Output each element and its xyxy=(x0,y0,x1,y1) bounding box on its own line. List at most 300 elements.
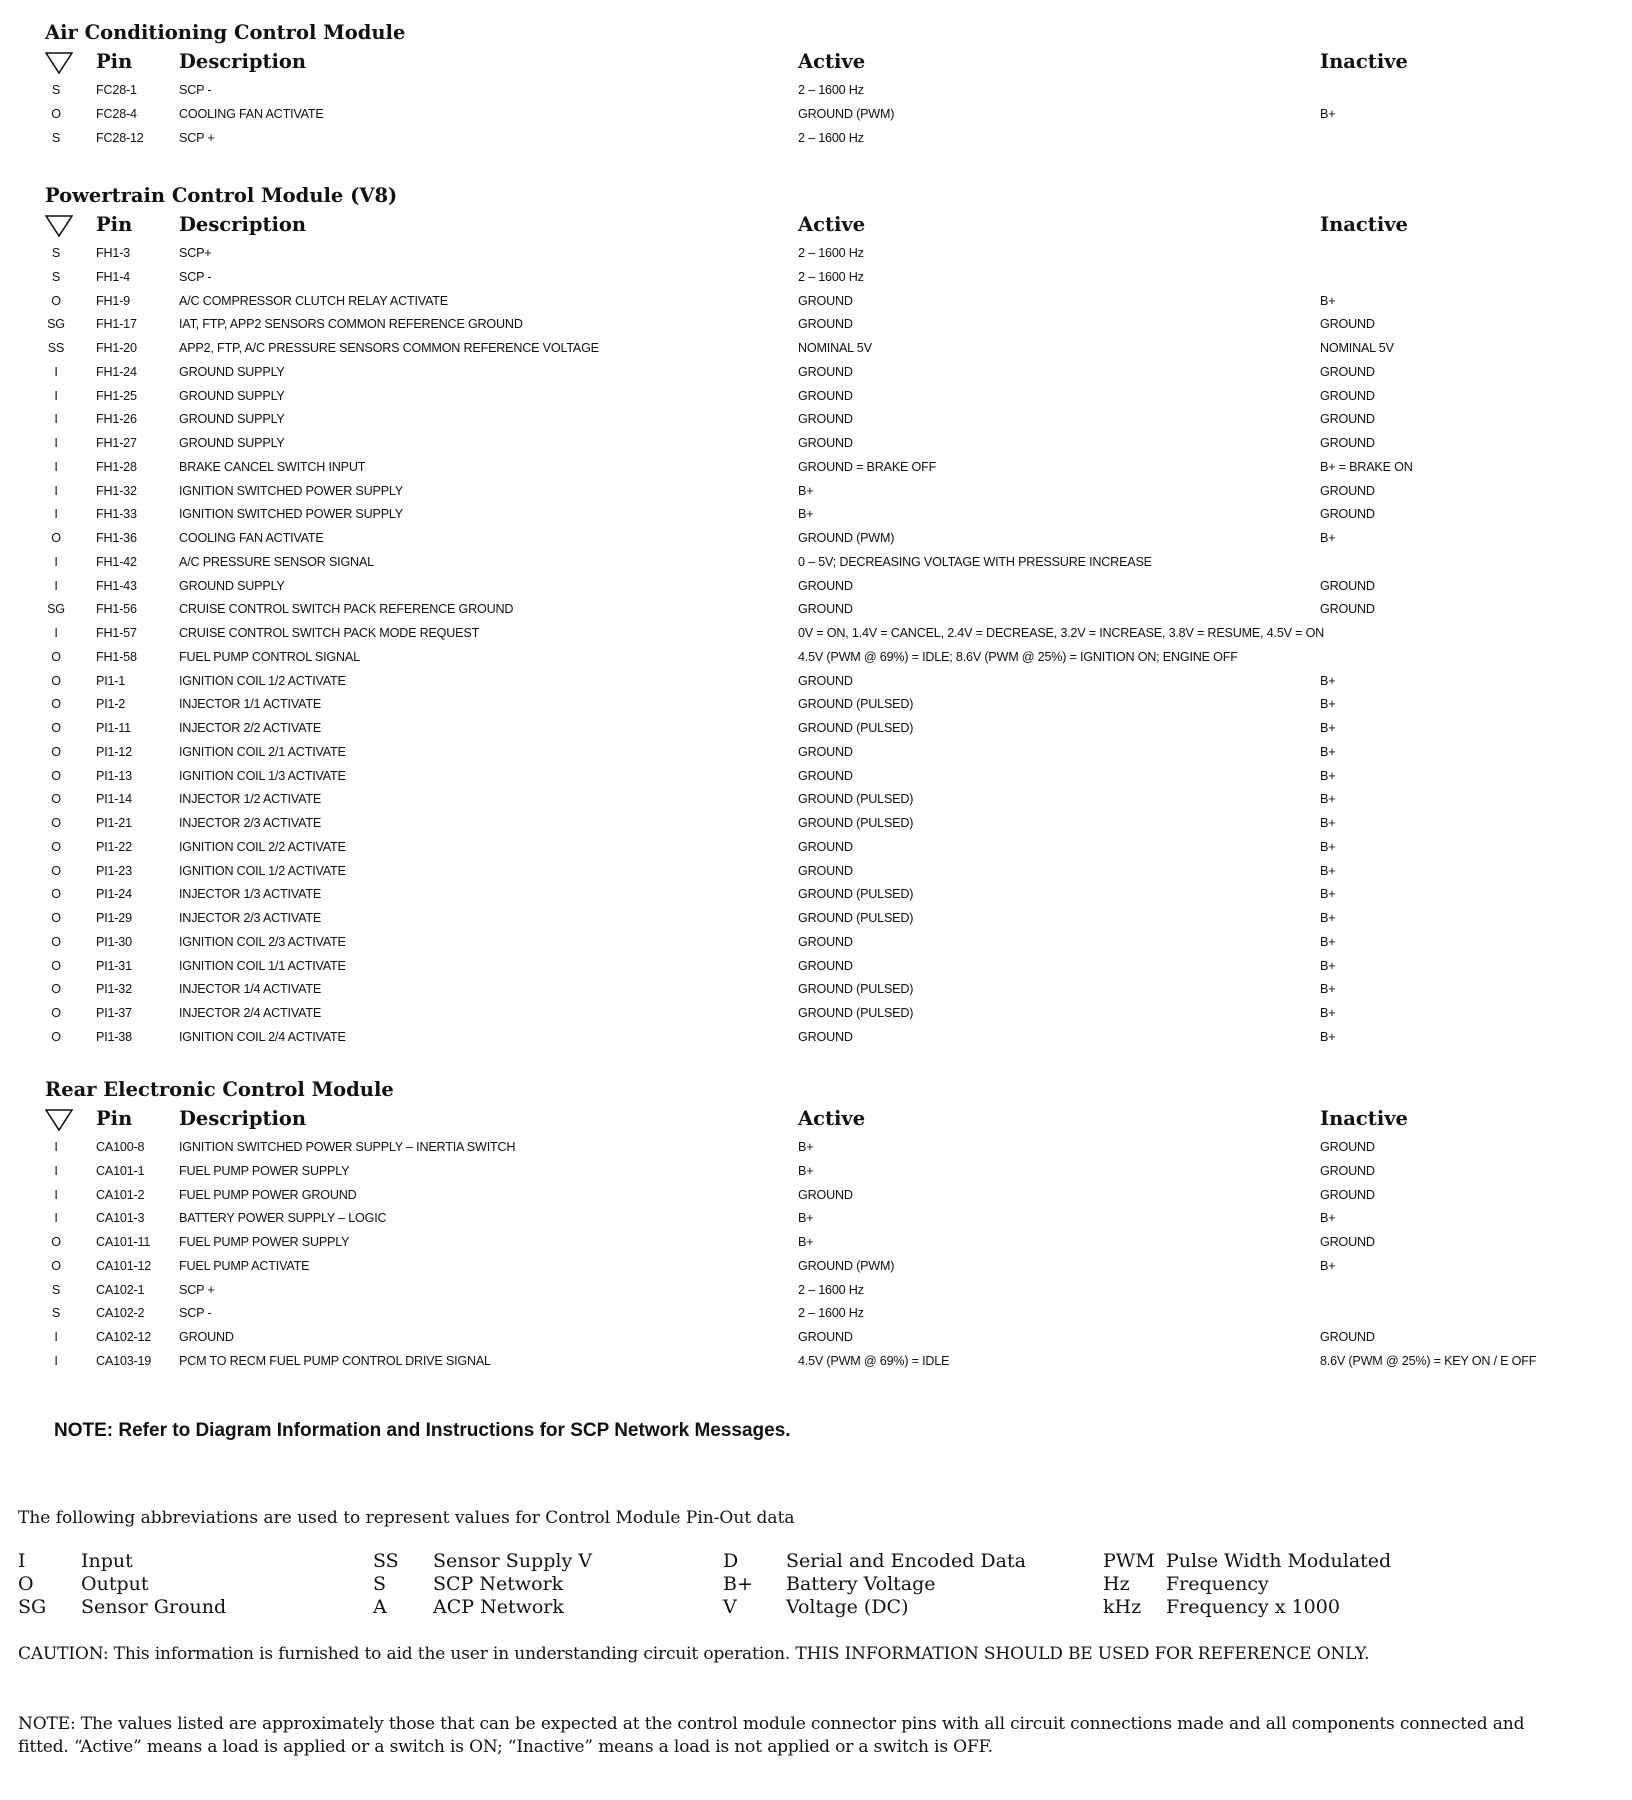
inactive-value: GROUND xyxy=(1320,1330,1375,1344)
table-row xyxy=(45,647,1605,671)
header-pin: Pin xyxy=(96,213,133,236)
inactive-value: B+ xyxy=(1320,768,1336,783)
header-description: Description xyxy=(179,1107,307,1130)
inactive-value: B+ xyxy=(1320,1258,1336,1273)
caution-text: CAUTION: This information is furnished to aid the user in understanding circuit operation. THIS INFORMATION SHOULD BE USED FOR REFERENCE ONLY. xyxy=(18,1644,1370,1664)
pin-description: A/C COMPRESSOR CLUTCH RELAY ACTIVATE xyxy=(179,293,448,308)
pin-description: FUEL PUMP POWER GROUND xyxy=(179,1187,357,1202)
abbreviations-legend xyxy=(18,1550,1578,1630)
pin-description: APP2, FTP, A/C PRESSURE SENSORS COMMON REFERENCE VOLTAGE xyxy=(179,341,599,355)
pin-id: FH1-43 xyxy=(96,578,137,593)
active-value: GROUND (PULSED) xyxy=(798,911,914,925)
pin-id: PI1-32 xyxy=(96,982,132,997)
abbreviation-meaning: Voltage (DC) xyxy=(786,1596,909,1618)
pin-id: PI1-22 xyxy=(96,839,132,854)
pin-id: FH1-56 xyxy=(96,602,137,617)
abbreviation-code: kHz xyxy=(1103,1596,1142,1618)
inactive-value: B+ xyxy=(1320,816,1336,830)
pin-description: PCM TO RECM FUEL PUMP CONTROL DRIVE SIGNAL xyxy=(179,1353,491,1368)
pin-description: BATTERY POWER SUPPLY – LOGIC xyxy=(179,1211,387,1226)
active-value: GROUND (PWM) xyxy=(798,1258,895,1273)
inactive-value: B+ xyxy=(1320,1211,1336,1226)
inactive-value: B+ xyxy=(1320,744,1336,759)
pin-id: PI1-21 xyxy=(96,816,132,830)
pin-id: CA102-1 xyxy=(96,1282,145,1297)
pin-description: INJECTOR 1/1 ACTIVATE xyxy=(179,697,322,712)
pin-description: IGNITION COIL 1/3 ACTIVATE xyxy=(179,768,346,783)
pin-id: FH1-20 xyxy=(96,341,137,355)
pin-description: SCP - xyxy=(179,83,212,97)
table-row xyxy=(45,623,1605,647)
pin-id: PI1-37 xyxy=(96,1006,132,1020)
header-inactive: Inactive xyxy=(1320,50,1408,73)
pin-description: BRAKE CANCEL SWITCH INPUT xyxy=(179,459,366,474)
inactive-value: GROUND xyxy=(1320,436,1375,450)
table-row xyxy=(45,956,1605,980)
table-row xyxy=(45,1003,1605,1027)
signal-type: I xyxy=(54,483,58,498)
active-value: GROUND xyxy=(798,317,853,332)
inactive-value: B+ xyxy=(1320,958,1336,973)
abbreviation-code: SG xyxy=(18,1596,47,1618)
signal-type: O xyxy=(51,768,61,783)
pin-id: PI1-29 xyxy=(96,911,132,925)
table-row xyxy=(45,694,1605,718)
abbreviation-code: V xyxy=(723,1596,737,1618)
active-value: B+ xyxy=(798,1140,814,1154)
signal-type: O xyxy=(51,293,61,308)
signal-type: I xyxy=(54,578,58,593)
inactive-value: GROUND xyxy=(1320,507,1375,522)
pin-id: FC28-4 xyxy=(96,106,137,121)
inactive-value: GROUND xyxy=(1320,1235,1375,1249)
inactive-value: GROUND xyxy=(1320,388,1375,403)
pin-description: GROUND SUPPLY xyxy=(179,578,285,593)
inactive-value: GROUND xyxy=(1320,602,1375,617)
table-row xyxy=(45,267,1605,291)
table-row xyxy=(45,80,1605,104)
table-row xyxy=(45,386,1605,410)
signal-type: O xyxy=(51,697,61,712)
table-row xyxy=(45,1256,1605,1280)
signal-type: O xyxy=(51,1258,61,1273)
pin-description: GROUND xyxy=(179,1330,234,1344)
inactive-value: B+ xyxy=(1320,792,1336,807)
signal-type: O xyxy=(51,673,61,688)
signal-type: O xyxy=(51,744,61,759)
signal-type: I xyxy=(54,364,58,379)
pin-description: IAT, FTP, APP2 SENSORS COMMON REFERENCE GROUND xyxy=(179,317,523,332)
signal-type: SG xyxy=(47,317,65,332)
pin-id: PI1-14 xyxy=(96,792,132,807)
active-value: NOMINAL 5V xyxy=(798,341,872,355)
active-value: GROUND xyxy=(798,1187,853,1202)
table-row xyxy=(45,766,1605,790)
pin-id: CA102-12 xyxy=(96,1330,152,1344)
pin-description: COOLING FAN ACTIVATE xyxy=(179,106,324,121)
abbreviation-meaning: Output xyxy=(81,1573,149,1595)
pin-id: FH1-24 xyxy=(96,364,137,379)
pin-id: FH1-28 xyxy=(96,459,137,474)
pin-description: SCP+ xyxy=(179,246,212,260)
active-value: GROUND xyxy=(798,934,853,949)
pin-id: CA102-2 xyxy=(96,1306,145,1321)
active-value: GROUND (PULSED) xyxy=(798,792,914,807)
table-row xyxy=(45,291,1605,315)
pin-description: IGNITION COIL 1/2 ACTIVATE xyxy=(179,673,346,688)
signal-type: O xyxy=(51,958,61,973)
active-value: GROUND xyxy=(798,673,853,688)
signal-type: O xyxy=(51,816,61,830)
pin-description: INJECTOR 1/3 ACTIVATE xyxy=(179,887,322,902)
inactive-value: B+ xyxy=(1320,673,1336,688)
section-title: Powertrain Control Module (V8) xyxy=(45,184,398,207)
signal-type: I xyxy=(54,626,58,640)
inactive-value: GROUND xyxy=(1320,317,1375,332)
table-row xyxy=(45,1137,1605,1161)
table-row xyxy=(45,718,1605,742)
pin-id: FH1-57 xyxy=(96,626,137,640)
pin-id: PI1-2 xyxy=(96,697,126,712)
pin-id: CA100-8 xyxy=(96,1140,145,1154)
active-value: B+ xyxy=(798,1163,814,1178)
signal-type: O xyxy=(51,982,61,997)
inactive-value: B+ xyxy=(1320,721,1336,735)
signal-type: I xyxy=(54,388,58,403)
abbreviation-meaning: Serial and Encoded Data xyxy=(786,1550,1026,1572)
inactive-value: B+ xyxy=(1320,531,1336,545)
signal-type: O xyxy=(51,1006,61,1020)
pin-description: CRUISE CONTROL SWITCH PACK REFERENCE GROUND xyxy=(179,602,514,617)
header-inactive: Inactive xyxy=(1320,1107,1408,1130)
table-row xyxy=(45,837,1605,861)
signal-type: S xyxy=(51,83,61,97)
active-value: 2 – 1600 Hz xyxy=(798,130,864,145)
inactive-value: B+ xyxy=(1320,1006,1336,1020)
signal-type: S xyxy=(51,130,61,145)
inactive-value: 8.6V (PWM @ 25%) = KEY ON / E OFF xyxy=(1320,1353,1537,1368)
pin-id: CA101-1 xyxy=(96,1163,145,1178)
active-value: 2 – 1600 Hz xyxy=(798,83,864,97)
pin-description: SCP - xyxy=(179,269,212,284)
table-row xyxy=(45,528,1605,552)
pin-description: SCP + xyxy=(179,130,215,145)
active-value: GROUND (PWM) xyxy=(798,531,895,545)
inactive-value: B+ xyxy=(1320,106,1336,121)
active-value: 0V = ON, 1.4V = CANCEL, 2.4V = DECREASE, 3.2V = INCREASE, 3.8V = RESUME, 4.5V = ON xyxy=(798,626,1325,640)
active-value: GROUND (PULSED) xyxy=(798,697,914,712)
table-row xyxy=(45,314,1605,338)
active-value: B+ xyxy=(798,507,814,522)
signal-type: I xyxy=(54,1163,58,1178)
active-value: GROUND (PULSED) xyxy=(798,721,914,735)
section-powertrain-control-module xyxy=(45,183,1605,1051)
table-row xyxy=(45,979,1605,1003)
table-row xyxy=(45,908,1605,932)
pin-id: FH1-27 xyxy=(96,436,137,450)
pin-id: FH1-17 xyxy=(96,317,137,332)
section-title: Air Conditioning Control Module xyxy=(45,21,406,44)
header-active: Active xyxy=(798,1107,866,1130)
table-row xyxy=(45,884,1605,908)
abbreviation-meaning: Sensor Supply V xyxy=(433,1550,592,1572)
active-value: 2 – 1600 Hz xyxy=(798,1306,864,1321)
inactive-value: GROUND xyxy=(1320,483,1375,498)
signal-type: S xyxy=(51,1282,61,1297)
header-active: Active xyxy=(798,213,866,236)
table-body xyxy=(45,243,1605,1051)
abbreviation-meaning: Sensor Ground xyxy=(81,1596,227,1618)
signal-type: O xyxy=(51,887,61,902)
pin-description: GROUND SUPPLY xyxy=(179,364,285,379)
abbreviation-code: D xyxy=(723,1550,739,1572)
table-row xyxy=(45,789,1605,813)
table-row xyxy=(45,671,1605,695)
signal-type: I xyxy=(54,1140,58,1154)
pin-description: GROUND SUPPLY xyxy=(179,388,285,403)
pin-description: A/C PRESSURE SENSOR SIGNAL xyxy=(179,554,374,569)
pin-id: PI1-12 xyxy=(96,744,132,759)
pin-id: FH1-25 xyxy=(96,388,137,403)
active-value: GROUND (PULSED) xyxy=(798,816,914,830)
abbreviation-code: O xyxy=(18,1573,34,1595)
signal-type: I xyxy=(54,554,58,569)
table-header xyxy=(45,209,1605,243)
active-value: GROUND xyxy=(798,578,853,593)
pin-description: INJECTOR 2/4 ACTIVATE xyxy=(179,1006,322,1020)
active-value: GROUND (PULSED) xyxy=(798,887,914,902)
pin-description: IGNITION SWITCHED POWER SUPPLY xyxy=(179,483,403,498)
signal-type: I xyxy=(54,1330,58,1344)
table-row xyxy=(45,742,1605,766)
pin-description: IGNITION COIL 1/1 ACTIVATE xyxy=(179,958,346,973)
pin-description: GROUND SUPPLY xyxy=(179,412,285,427)
table-row xyxy=(45,338,1605,362)
active-value: 2 – 1600 Hz xyxy=(798,246,864,260)
pin-description: FUEL PUMP POWER SUPPLY xyxy=(179,1235,350,1249)
table-row xyxy=(45,409,1605,433)
active-value: GROUND xyxy=(798,602,853,617)
signal-type: I xyxy=(54,1353,58,1368)
abbreviation-meaning: Frequency xyxy=(1166,1573,1269,1595)
pin-id: FH1-32 xyxy=(96,483,137,498)
pin-description: CRUISE CONTROL SWITCH PACK MODE REQUEST xyxy=(179,626,480,640)
active-value: GROUND xyxy=(798,1029,853,1044)
pin-description: INJECTOR 1/4 ACTIVATE xyxy=(179,982,322,997)
active-value: GROUND xyxy=(798,839,853,854)
inactive-value: B+ xyxy=(1320,697,1336,712)
pin-id: PI1-38 xyxy=(96,1029,132,1044)
abbreviation-meaning: SCP Network xyxy=(433,1573,564,1595)
inactive-value: B+ xyxy=(1320,839,1336,854)
pin-id: PI1-30 xyxy=(96,934,132,949)
active-value: GROUND xyxy=(798,768,853,783)
pin-description: INJECTOR 2/3 ACTIVATE xyxy=(179,911,322,925)
table-row xyxy=(45,1327,1605,1351)
signal-type-triangle-icon xyxy=(45,1109,73,1131)
signal-type: O xyxy=(51,721,61,735)
table-row xyxy=(45,1280,1605,1304)
table-row xyxy=(45,1208,1605,1232)
active-value: 2 – 1600 Hz xyxy=(798,1282,864,1297)
abbreviation-code: B+ xyxy=(723,1573,753,1595)
pin-id: FH1-4 xyxy=(96,269,130,284)
signal-type: O xyxy=(51,1235,61,1249)
inactive-value: GROUND xyxy=(1320,364,1375,379)
pin-description: INJECTOR 2/3 ACTIVATE xyxy=(179,816,322,830)
pin-description: INJECTOR 1/2 ACTIVATE xyxy=(179,792,322,807)
table-body xyxy=(45,1137,1605,1375)
pin-id: PI1-24 xyxy=(96,887,132,902)
signal-type: O xyxy=(51,792,61,807)
section-ac-control-module xyxy=(45,20,1605,151)
pin-id: FC28-12 xyxy=(96,130,144,145)
signal-type: SS xyxy=(47,341,65,355)
signal-type: I xyxy=(54,412,58,427)
signal-type: O xyxy=(51,1029,61,1044)
pin-id: PI1-1 xyxy=(96,673,126,688)
signal-type-triangle-icon xyxy=(45,215,73,237)
signal-type: S xyxy=(51,1306,61,1321)
scp-network-note: NOTE: Refer to Diagram Information and Instructions for SCP Network Messages. xyxy=(54,1420,791,1441)
pin-id: CA101-11 xyxy=(96,1235,151,1249)
pin-description: SCP + xyxy=(179,1282,215,1297)
active-value: GROUND xyxy=(798,388,853,403)
pin-description: FUEL PUMP POWER SUPPLY xyxy=(179,1163,350,1178)
abbreviation-meaning: Battery Voltage xyxy=(786,1573,936,1595)
pin-id: PI1-13 xyxy=(96,768,132,783)
table-row xyxy=(45,481,1605,505)
abbreviation-meaning: Frequency x 1000 xyxy=(1166,1596,1340,1618)
signal-type: O xyxy=(51,911,61,925)
inactive-value: GROUND xyxy=(1320,1163,1375,1178)
table-row xyxy=(45,104,1605,128)
table-row xyxy=(45,457,1605,481)
abbreviation-code: SS xyxy=(373,1550,399,1572)
signal-type: I xyxy=(54,1187,58,1202)
table-row xyxy=(45,1185,1605,1209)
signal-type: I xyxy=(54,1211,58,1226)
signal-type: I xyxy=(54,459,58,474)
inactive-value: B+ xyxy=(1320,863,1336,878)
signal-type: O xyxy=(51,839,61,854)
table-row xyxy=(45,1161,1605,1185)
active-value: 4.5V (PWM @ 69%) = IDLE; 8.6V (PWM @ 25%) = IGNITION ON; ENGINE OFF xyxy=(798,649,1238,664)
pin-id: FH1-3 xyxy=(96,246,130,260)
table-row xyxy=(45,1351,1605,1375)
table-row xyxy=(45,1027,1605,1051)
table-row xyxy=(45,552,1605,576)
pin-description: IGNITION COIL 1/2 ACTIVATE xyxy=(179,863,346,878)
pin-description: COOLING FAN ACTIVATE xyxy=(179,531,324,545)
abbreviation-meaning: ACP Network xyxy=(433,1596,564,1618)
table-row xyxy=(45,504,1605,528)
inactive-value: B+ xyxy=(1320,1029,1336,1044)
active-value: GROUND (PULSED) xyxy=(798,1006,914,1020)
header-pin: Pin xyxy=(96,1107,133,1130)
pin-description: IGNITION COIL 2/4 ACTIVATE xyxy=(179,1029,346,1044)
active-value: GROUND (PWM) xyxy=(798,106,895,121)
pin-id: FH1-9 xyxy=(96,293,130,308)
section-rear-electronic-control-module xyxy=(45,1077,1605,1375)
active-value: B+ xyxy=(798,1235,814,1249)
table-row xyxy=(45,932,1605,956)
pin-id: FH1-33 xyxy=(96,507,137,522)
table-row xyxy=(45,813,1605,837)
inactive-value: B+ xyxy=(1320,293,1336,308)
signal-type: I xyxy=(54,436,58,450)
abbreviation-code: I xyxy=(18,1550,26,1572)
abbreviations-intro: The following abbreviations are used to represent values for Control Module Pin-Out data xyxy=(18,1508,795,1528)
inactive-value: B+ xyxy=(1320,982,1336,997)
pin-description: IGNITION COIL 2/1 ACTIVATE xyxy=(179,744,346,759)
inactive-value: B+ = BRAKE ON xyxy=(1320,459,1413,474)
table-header xyxy=(45,46,1605,80)
inactive-value: NOMINAL 5V xyxy=(1320,341,1394,355)
pin-id: CA103-19 xyxy=(96,1353,152,1368)
pin-description: IGNITION COIL 2/3 ACTIVATE xyxy=(179,934,346,949)
active-value: 2 – 1600 Hz xyxy=(798,269,864,284)
header-description: Description xyxy=(179,213,307,236)
abbreviation-meaning: Pulse Width Modulated xyxy=(1166,1550,1392,1572)
pin-id: FH1-26 xyxy=(96,412,137,427)
pin-id: CA101-12 xyxy=(96,1258,152,1273)
inactive-value: GROUND xyxy=(1320,1140,1375,1154)
active-value: 0 – 5V; DECREASING VOLTAGE WITH PRESSURE INCREASE xyxy=(798,554,1152,569)
table-row xyxy=(45,1303,1605,1327)
pin-id: FH1-58 xyxy=(96,649,137,664)
pin-id: PI1-31 xyxy=(96,958,132,973)
active-value: GROUND xyxy=(798,863,853,878)
table-row xyxy=(45,599,1605,623)
table-row xyxy=(45,576,1605,600)
active-value: B+ xyxy=(798,483,814,498)
signal-type: I xyxy=(54,507,58,522)
pin-id: FC28-1 xyxy=(96,83,137,97)
abbreviation-code: Hz xyxy=(1103,1573,1130,1595)
pin-description: FUEL PUMP ACTIVATE xyxy=(179,1258,310,1273)
active-value: GROUND = BRAKE OFF xyxy=(798,459,937,474)
pin-id: FH1-42 xyxy=(96,554,137,569)
signal-type: O xyxy=(51,934,61,949)
table-body xyxy=(45,80,1605,151)
active-value: GROUND xyxy=(798,436,853,450)
active-value: GROUND xyxy=(798,364,853,379)
active-value: GROUND xyxy=(798,412,853,427)
pin-description: IGNITION COIL 2/2 ACTIVATE xyxy=(179,839,346,854)
header-description: Description xyxy=(179,50,307,73)
active-value: 4.5V (PWM @ 69%) = IDLE xyxy=(798,1353,950,1368)
abbreviation-code: PWM xyxy=(1103,1550,1155,1572)
active-value: GROUND xyxy=(798,958,853,973)
active-value: GROUND xyxy=(798,1330,853,1344)
pin-id: PI1-23 xyxy=(96,863,132,878)
pin-description: IGNITION SWITCHED POWER SUPPLY – INERTIA SWITCH xyxy=(179,1140,516,1154)
signal-type: S xyxy=(51,246,61,260)
inactive-value: GROUND xyxy=(1320,412,1375,427)
inactive-value: B+ xyxy=(1320,934,1336,949)
inactive-value: B+ xyxy=(1320,887,1336,902)
active-value: GROUND xyxy=(798,744,853,759)
signal-type: O xyxy=(51,106,61,121)
inactive-value: GROUND xyxy=(1320,1187,1375,1202)
pin-description: IGNITION SWITCHED POWER SUPPLY xyxy=(179,507,403,522)
signal-type: O xyxy=(51,863,61,878)
abbreviation-code: S xyxy=(373,1573,387,1595)
active-value: GROUND xyxy=(798,293,853,308)
pin-id: CA101-2 xyxy=(96,1187,145,1202)
signal-type: SG xyxy=(47,602,65,617)
